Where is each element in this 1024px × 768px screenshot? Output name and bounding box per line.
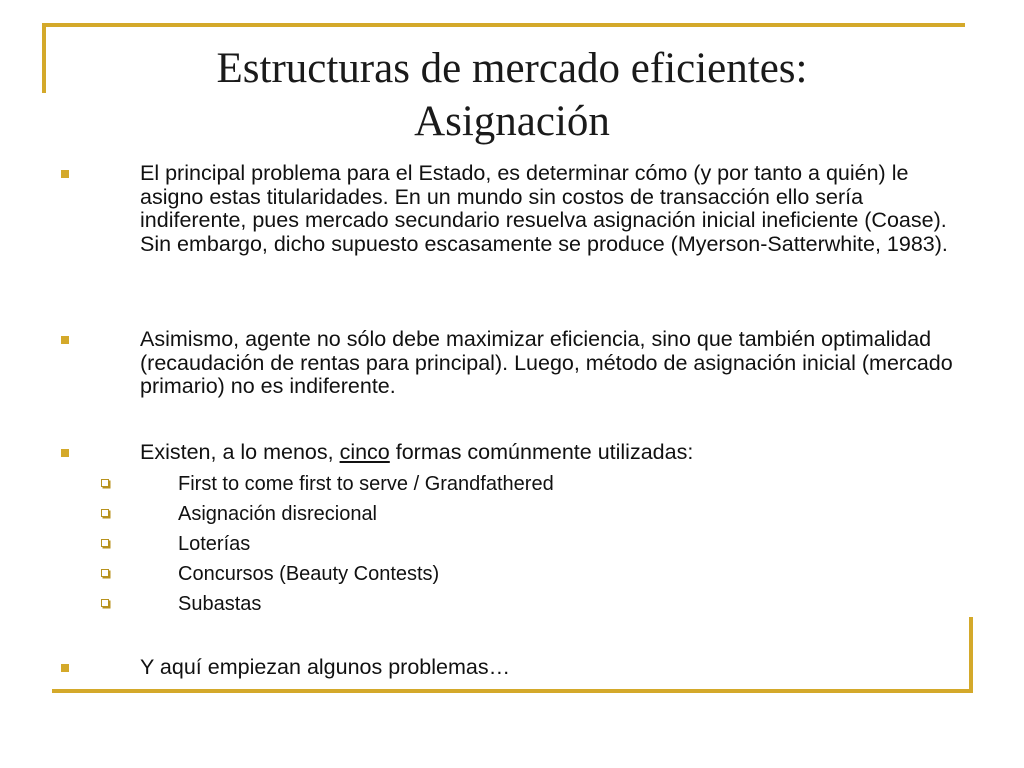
square-bullet-icon: [61, 170, 69, 178]
sub-bullet-auctions: [178, 592, 938, 616]
sub-bullet-text: Asignación disrecional: [178, 503, 378, 525]
frame-top-line: [42, 23, 965, 27]
bullet-text-underlined: cinco: [339, 440, 390, 464]
sub-bullet-text: Subastas: [178, 593, 262, 615]
bullet-problem-statement: [140, 162, 960, 256]
bullet-text-pre: Existen, a lo menos,: [140, 440, 340, 464]
frame-right-line: [969, 617, 973, 693]
sub-bullet-beauty-contests: [178, 562, 938, 586]
sub-bullet-text: Loterías: [178, 533, 251, 555]
square-bullet-icon: [61, 664, 69, 672]
sub-bullet-text: Concursos (Beauty Contests): [178, 563, 440, 585]
title-line-1: Estructuras de mercado eficientes:: [216, 45, 808, 92]
bullet-five-forms: [140, 441, 960, 465]
frame-left-line: [42, 23, 46, 93]
bullet-text: El principal problema para el Estado, es determinar cómo (y por tanto a quién) le asigno estas titularidades. En un mundo sin costos de transacción ello sería indiferente, pues mercado secundario resuelva asignación inicial ineficiente (Coase). Sin embargo, dicho supuesto escasamente se produce (Myerson-Satterwhite, 1983).: [140, 161, 948, 256]
bullet-text-post: formas comúnmente utilizadas:: [389, 440, 694, 464]
square-bullet-icon: [61, 336, 69, 344]
frame-bottom-line: [52, 689, 973, 693]
bullet-text: Y aquí empiezan algunos problemas…: [140, 655, 511, 679]
hollow-square-bullet-icon: [101, 599, 109, 607]
sub-bullet-first-come: [178, 472, 938, 496]
slide-title: [60, 42, 964, 148]
bullet-text: Asimismo, agente no sólo debe maximizar eficiencia, sino que también optimalidad (recaudación de rentas para principal). Luego, método de asignación inicial (mercado primario) no es indiferente.: [140, 327, 953, 398]
square-bullet-icon: [61, 449, 69, 457]
sub-bullet-lotteries: [178, 532, 938, 556]
sub-bullet-discretional: [178, 502, 938, 526]
bullet-optimality: [140, 328, 960, 399]
sub-bullet-text: First to come first to serve / Grandfathered: [178, 473, 554, 495]
bullet-problems-begin: [140, 656, 960, 680]
hollow-square-bullet-icon: [101, 539, 109, 547]
hollow-square-bullet-icon: [101, 479, 109, 487]
hollow-square-bullet-icon: [101, 509, 109, 517]
title-line-2: Asignación: [414, 98, 610, 145]
hollow-square-bullet-icon: [101, 569, 109, 577]
